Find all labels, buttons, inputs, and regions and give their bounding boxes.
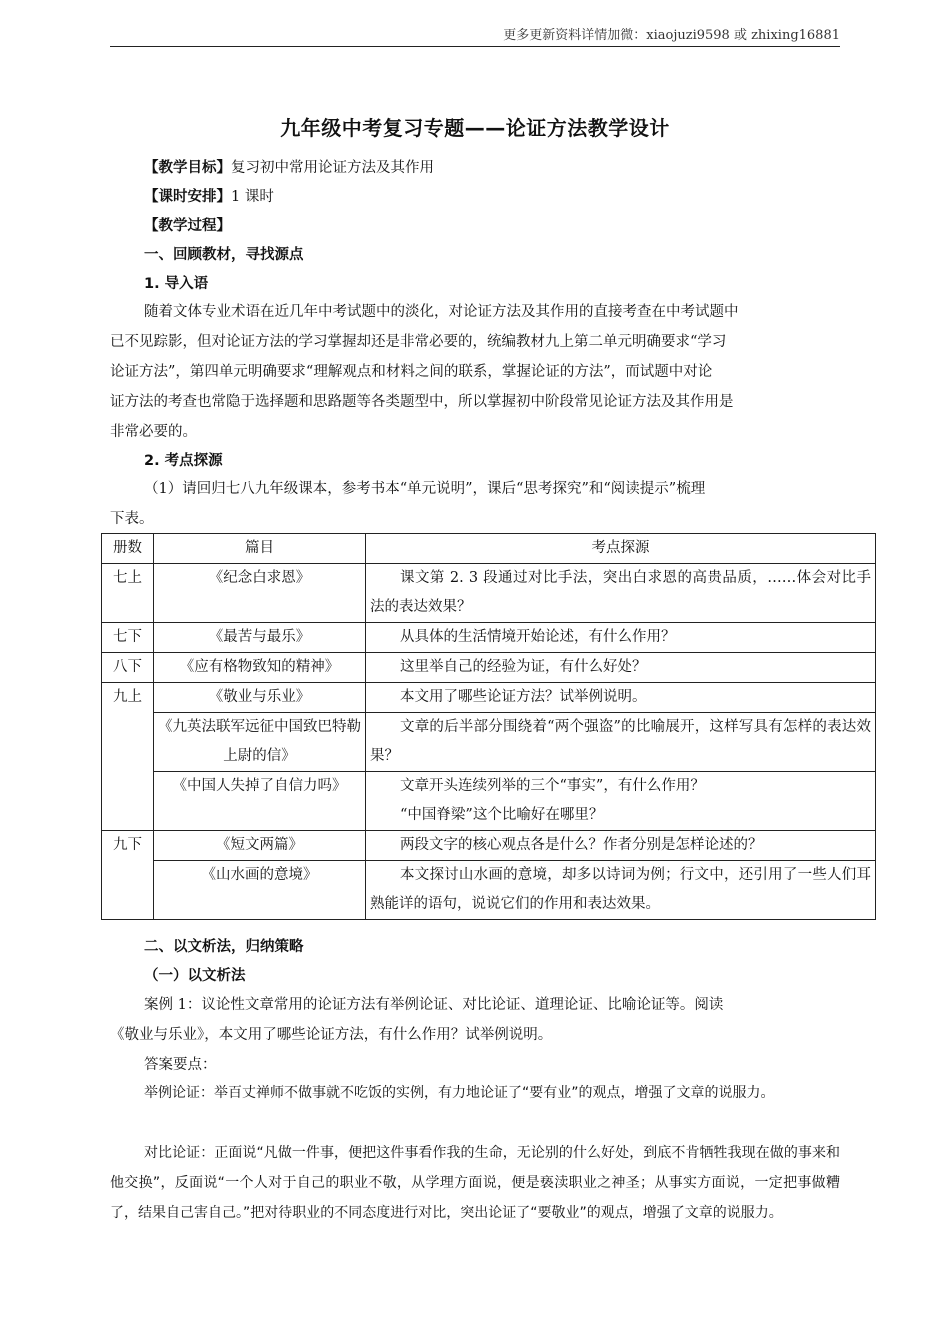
point-cell: 本文探讨山水画的意境，却多以诗词为例；行文中，还引用了一些人们耳熟能详的语句，说说它们的作用和表达效果。 xyxy=(366,861,876,920)
answer-label: 答案要点： xyxy=(144,1057,217,1073)
title-cell: 《敬业与乐业》 xyxy=(154,683,366,713)
goal-text: 复习初中常用论证方法及其作用 xyxy=(231,160,434,176)
grade-cell: 七下 xyxy=(102,623,154,653)
point-cell xyxy=(366,772,876,831)
para2-line: 下表。 xyxy=(110,511,154,527)
title-cell: 《应有格物致知的精神》 xyxy=(154,653,366,683)
header-cell: 考点探源 xyxy=(366,534,876,564)
table-row xyxy=(102,772,876,831)
para1-line: 已不见踪影，但对论证方法的学习掌握却还是非常必要的，统编教材九上第二单元明确要求“学习 xyxy=(110,334,727,350)
time-line xyxy=(110,183,874,211)
para1-line: 论证方法”，第四单元明确要求“理解观点和材料之间的联系，掌握论证的方法”，而试题中对论 xyxy=(110,364,713,380)
section1-sub2: 2. 考点探源 xyxy=(144,453,223,469)
header-note: 更多更新资料详情加微：xiaojuzi9598 或 zhixing16881 xyxy=(503,28,840,43)
point-cell: 从具体的生活情境开始论述，有什么作用？ xyxy=(366,623,876,653)
table-row xyxy=(102,713,876,772)
title-cell: 《短文两篇》 xyxy=(154,831,366,861)
point-cell: 文章的后半部分围绕着“两个强盗”的比喻展开，这样写具有怎样的表达效果？ xyxy=(366,713,876,772)
table-row xyxy=(102,653,876,683)
point-cell: 这里举自己的经验为证，有什么好处？ xyxy=(366,653,876,683)
answer-example: 举例论证：举百丈禅师不做事就不吃饭的实例，有力地论证了“要有业”的观点，增强了文章的说服力。 xyxy=(144,1085,775,1101)
goal-line xyxy=(110,154,874,182)
page-title: 九年级中考复习专题——论证方法教学设计 xyxy=(280,116,670,140)
point-cell: 两段文字的核心观点各是什么？作者分别是怎样论述的？ xyxy=(366,831,876,861)
para2-line: （1）请回归七八九年级课本，参考书本“单元说明”，课后“思考探究”和“阅读提示”梳理 xyxy=(144,481,706,497)
answer-contrast: 对比论证：正面说“凡做一件事，便把这件事看作我的生命，无论别的什么好处，到底不肯牺牲我现在做的事来和他交换”，反面说“一个人对于自己的职业不敬，从学理方面说，便是亵渎职业之神圣；从事实方面说，一定把事做糟了，结果自己害自己。”把对待职业的不同态度进行对比，突出论证了“要敬业”的观点，增强了文章的说服力。 xyxy=(110,1145,840,1221)
header-cell: 册数 xyxy=(102,534,154,564)
grade-cell: 九下 xyxy=(102,831,154,920)
section1-heading: 一、回顾教材，寻找源点 xyxy=(144,247,304,263)
table-header-row xyxy=(102,534,876,564)
table-row xyxy=(102,861,876,920)
section2-sub1: （一）以文析法 xyxy=(144,968,246,984)
grade-cell: 八下 xyxy=(102,653,154,683)
case-line: 《敬业与乐业》，本文用了哪些论证方法，有什么作用？试举例说明。 xyxy=(110,1027,553,1043)
case-line: 案例 1：议论性文章常用的论证方法有举例论证、对比论证、道理论证、比喻论证等。阅读 xyxy=(144,997,724,1013)
point-line: “中国脊梁”这个比喻好在哪里？ xyxy=(400,807,604,823)
time-label: 【课时安排】 xyxy=(144,189,231,205)
table-row xyxy=(102,831,876,861)
point-cell: 课文第 2. 3 段通过对比手法，突出白求恩的高贵品质，……体会对比手法的表达效果？ xyxy=(366,564,876,623)
table-row xyxy=(102,683,876,713)
table-row xyxy=(102,623,876,653)
grade-cell: 七上 xyxy=(102,564,154,623)
point-cell: 本文用了哪些论证方法？试举例说明。 xyxy=(366,683,876,713)
para1-line: 随着文体专业术语在近几年中考试题中的淡化，对论证方法及其作用的直接考查在中考试题中 xyxy=(144,304,739,320)
section2-heading: 二、以文析法，归纳策略 xyxy=(144,939,304,955)
point-line: 文章开头连续列举的三个“事实”，有什么作用？ xyxy=(400,778,705,794)
process-label: 【教学过程】 xyxy=(144,218,231,234)
para1-line: 非常必要的。 xyxy=(110,424,197,440)
title-cell: 《纪念白求恩》 xyxy=(154,564,366,623)
exam-point-table xyxy=(101,533,876,920)
title-cell: 《九英法联军远征中国致巴特勒上尉的信》 xyxy=(154,713,366,772)
title-cell: 《山水画的意境》 xyxy=(154,861,366,920)
section1-sub1: 1. 导入语 xyxy=(144,276,209,292)
grade-cell: 九上 xyxy=(102,683,154,831)
header-cell: 篇目 xyxy=(154,534,366,564)
title-cell: 《最苦与最乐》 xyxy=(154,623,366,653)
table-row xyxy=(102,564,876,623)
time-text: 1 课时 xyxy=(231,189,274,205)
para1-line: 证方法的考查也常隐于选择题和思路题等各类题型中，所以掌握初中阶段常见论证方法及其作用是 xyxy=(110,394,734,410)
page-header xyxy=(110,28,840,47)
title-cell: 《中国人失掉了自信力吗》 xyxy=(154,772,366,831)
goal-label: 【教学目标】 xyxy=(144,160,231,176)
